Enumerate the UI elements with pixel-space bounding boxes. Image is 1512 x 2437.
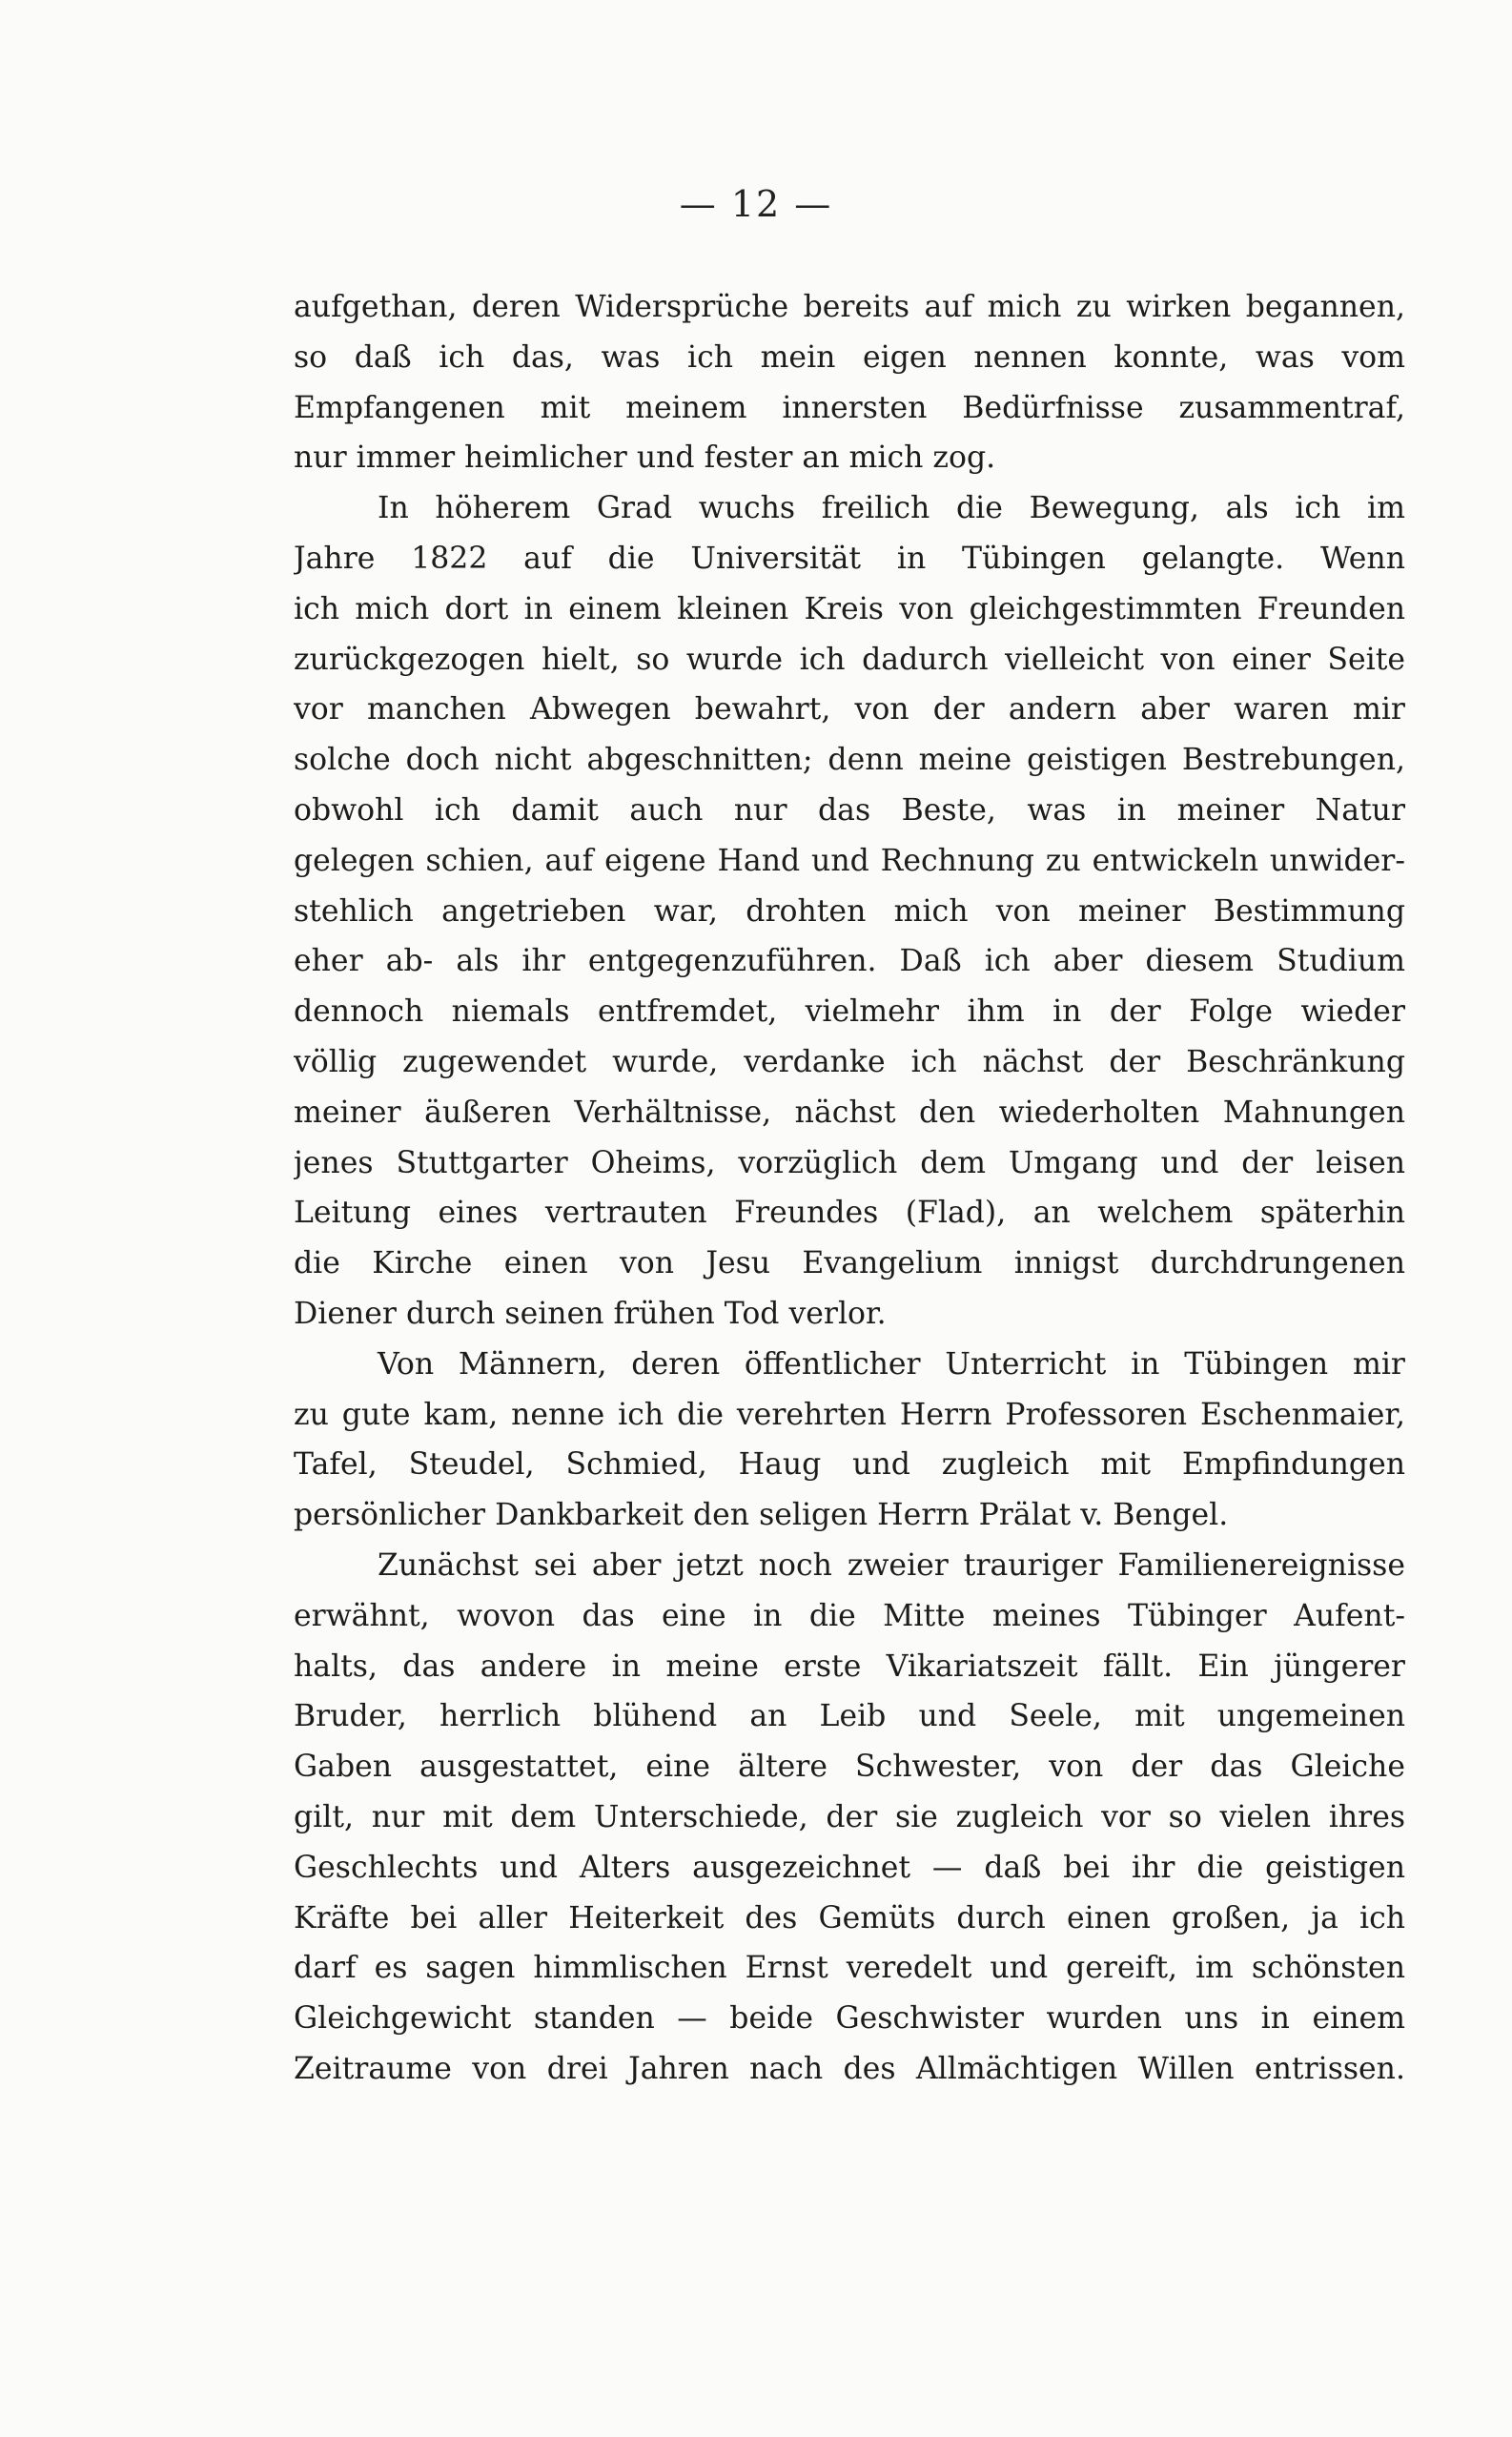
text-line: halts, das andere in meine erste Vikariatszeit fällt. Ein jüngerer bbox=[294, 1649, 1405, 1684]
text-line: Zeitraume von drei Jahren nach des Allmächtigen Willen entrissen. bbox=[294, 2051, 1405, 2086]
text-line: Gaben ausgestattet, eine ältere Schwester, von der das Gleiche bbox=[294, 1750, 1405, 1785]
text-line: Zunächst sei aber jetzt noch zweier trauriger Familienereignisse bbox=[378, 1547, 1405, 1583]
text-line: dennoch niemals entfremdet, vielmehr ihm in der Folge wieder bbox=[294, 994, 1405, 1030]
text-line: jenes Stuttgarter Oheims, vorzüglich dem Umgang und der leisen bbox=[294, 1145, 1405, 1180]
text-line: nur immer heimlicher und fester an mich zog. bbox=[294, 440, 996, 476]
text-line: zurückgezogen hielt, so wurde ich dadurch vielleicht von einer Seite bbox=[294, 642, 1405, 677]
text-line: die Kirche einen von Jesu Evangelium innigst durchdrungenen bbox=[294, 1246, 1405, 1281]
text-line: obwohl ich damit auch nur das Beste, was in meiner Natur bbox=[294, 792, 1405, 828]
text-line: darf es sagen himmlischen Ernst veredelt und gereift, im schönsten bbox=[294, 1951, 1405, 1986]
text-line: Geschlechts und Alters ausgezeichnet — daß bei ihr die geistigen bbox=[294, 1850, 1405, 1885]
text-line: Bruder, herrlich blühend an Leib und Seele, mit ungemeinen bbox=[294, 1699, 1405, 1734]
text-line: ich mich dort in einem kleinen Kreis von gleichgestimmten Freunden bbox=[294, 591, 1405, 626]
text-line: Jahre 1822 auf die Universität in Tübingen gelangte. Wenn bbox=[294, 541, 1405, 576]
text-line: Kräfte bei aller Heiterkeit des Gemüts durch einen großen, ja ich bbox=[294, 1900, 1405, 1935]
text-line: Empfangenen mit meinem innersten Bedürfnisse zusammentraf, bbox=[294, 390, 1405, 425]
text-line: zu gute kam, nenne ich die verehrten Herrn Professoren Eschenmaier, bbox=[294, 1397, 1405, 1432]
text-line: aufgethan, deren Widersprüche bereits auf mich zu wirken begannen, bbox=[294, 290, 1405, 324]
text-line: stehlich angetrieben war, drohten mich von meiner Bestimmung bbox=[294, 893, 1405, 929]
text-line: erwähnt, wovon das eine in die Mitte meines Tübinger Aufent- bbox=[294, 1598, 1405, 1633]
text-line: gelegen schien, auf eigene Hand und Rechnung zu entwickeln unwider- bbox=[294, 843, 1405, 878]
body-text bbox=[294, 282, 1405, 2095]
text-line: Diener durch seinen frühen Tod verlor. bbox=[294, 1296, 887, 1331]
text-line: Leitung eines vertrauten Freundes (Flad), an welchem späterhin bbox=[294, 1196, 1405, 1231]
text-line: persönlicher Dankbarkeit den seligen Herrn Prälat v. Bengel. bbox=[294, 1498, 1229, 1533]
text-line: Gleichgewicht standen — beide Geschwister wurden uns in einem bbox=[294, 2001, 1405, 2037]
text-line: solche doch nicht abgeschnitten; denn meine geistigen Bestrebungen, bbox=[294, 743, 1405, 778]
text-line: völlig zugewendet wurde, verdanke ich nächst der Beschränkung bbox=[294, 1044, 1405, 1079]
text-line: meiner äußeren Verhältnisse, nächst den wiederholten Mahnungen bbox=[294, 1095, 1405, 1130]
text-line: In höherem Grad wuchs freilich die Bewegung, als ich im bbox=[378, 491, 1405, 526]
text-line: gilt, nur mit dem Unterschiede, der sie zugleich vor so vielen ihres bbox=[294, 1799, 1405, 1834]
text-line: so daß ich das, was ich mein eigen nennen konnte, was vom bbox=[294, 339, 1405, 375]
text-line: Tafel, Steudel, Schmied, Haug und zugleich mit Empfindungen bbox=[294, 1447, 1405, 1483]
text-line: Von Männern, deren öffentlicher Unterricht in Tübingen mir bbox=[378, 1346, 1405, 1382]
text-line: vor manchen Abwegen bewahrt, von der andern aber waren mir bbox=[294, 692, 1405, 727]
page-number: — 12 — bbox=[679, 183, 833, 225]
text-line: eher ab- als ihr entgegenzuführen. Daß ich aber diesem Studium bbox=[294, 944, 1405, 979]
